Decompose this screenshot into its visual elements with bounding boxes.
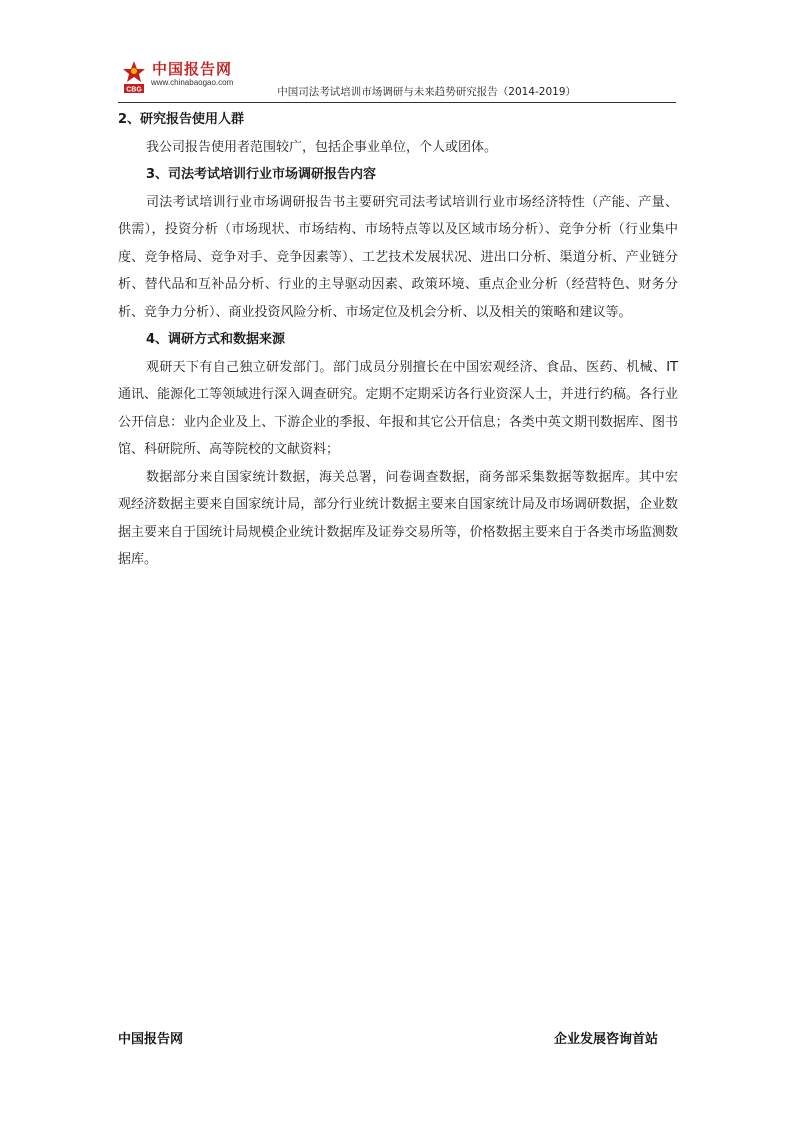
footer-slogan: 企业发展咨询首站 [554, 1032, 659, 1047]
report-body [118, 106, 678, 574]
paragraph: 我公司报告使用者范围较广，包括企事业单位，个人或团体。 [146, 139, 498, 155]
logo-url: www.chinabaogao.com [151, 78, 234, 87]
section-heading: 3、司法考试培训行业市场调研报告内容 [146, 167, 377, 182]
logo-text: 中国报告网 [152, 60, 233, 78]
page-header [118, 56, 676, 103]
section-heading: 2、研究报告使用人群 [118, 112, 245, 127]
section-heading: 4、调研方式和数据来源 [146, 332, 286, 347]
paragraph: 司法考试培训行业市场调研报告书主要研究司法考试培训行业市场经济特性（产能、产量、供需），投资分析（市场现状、市场结构、市场特点等以及区域市场分析）、竞争分析（行业集中度、竞争格局、竞争对手、竞争因素等）、工艺技术发展状况、进出口分析、渠道分析、产业链分析、替代品和互补品分析、行业的主导驱动因素、政策环境、重点企业分析（经营特色、财务分析、竞争力分析）、商业投资风险分析、市场定位及机会分析、以及相关的策略和建议等。 [118, 194, 678, 320]
cbg-logo-icon [122, 60, 146, 94]
logo-mark-text: CBG [126, 86, 142, 94]
report-title: 中国司法考试培训市场调研与未来趋势研究报告（2014-2019） [277, 86, 576, 98]
paragraph: 数据部分来自国家统计数据，海关总署，问卷调查数据，商务部采集数据等数据库。其中宏观经济数据主要来自国家统计局，部分行业统计数据主要来自国家统计局及市场调研数据，企业数据主要来自于国统计局规模企业统计数据库及证券交易所等，价格数据主要来自于各类市场监测数据库。 [118, 469, 678, 567]
footer-brand: 中国报告网 [118, 1032, 184, 1047]
paragraph: 观研天下有自己独立研发部门。部门成员分别擅长在中国宏观经济、食品、医药、机械、IT 通讯、能源化工等领域进行深入调查研究。定期不定期采访各行业资深人士，并进行约稿。各行业公开信息：业内企业及上、下游企业的季报、年报和其它公开信息；各类中英文期刊数据库、图书馆、科研院所、高等院校的文献资料； [118, 359, 678, 457]
